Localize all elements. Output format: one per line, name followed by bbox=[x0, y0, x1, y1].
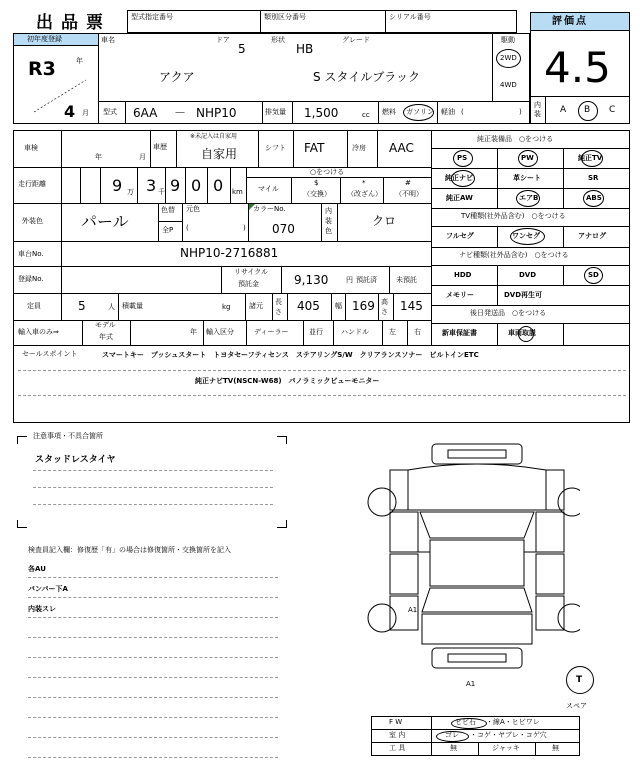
length: 405 bbox=[297, 299, 320, 313]
tv-fullseg: フルセグ bbox=[446, 232, 474, 240]
navi-hdd: HDD bbox=[454, 271, 472, 279]
mileage-digit-2: 3 bbox=[146, 176, 157, 195]
mileage-digit-5: 0 bbox=[213, 176, 224, 195]
chassis-number: NHP10-2716881 bbox=[180, 246, 279, 260]
sales-point-line-1: スマートキー プッシュスタート トヨタセーフティセンス ステアリングS/W クリアランスソナー ビルトインETC bbox=[102, 351, 479, 359]
shift-label: シフト bbox=[265, 144, 286, 152]
mileage-digit-1: 9 bbox=[112, 176, 123, 195]
mileage-label: 走行距離 bbox=[18, 180, 46, 188]
inspector-line-1: 各AU bbox=[28, 565, 46, 573]
displacement: 1,500 bbox=[304, 106, 339, 120]
sales-point-line-2: 純正ナビTV(NSCN-W68) パノラミックビューモニター bbox=[195, 377, 380, 385]
interior-c2: ・コゲ・ヤブレ・コゲ穴 bbox=[470, 731, 547, 739]
drive-2wd: 2WD bbox=[500, 54, 517, 62]
cc-unit: cc bbox=[362, 111, 370, 119]
color-change-label: 色替 bbox=[161, 206, 175, 214]
mileage-digit-3: 9 bbox=[170, 176, 181, 195]
docs-manual: 車両取説 bbox=[508, 329, 536, 337]
shaken-year-unit: 年 bbox=[95, 153, 102, 161]
handle-label: ハンドル bbox=[341, 328, 369, 336]
tv-analog: アナログ bbox=[578, 232, 606, 240]
history-value: 自家用 bbox=[201, 147, 238, 161]
month-unit: 月 bbox=[82, 109, 89, 117]
odo-unknown-symbol: # bbox=[405, 179, 411, 187]
first-registration-label: 初年度登録 bbox=[27, 35, 62, 43]
navi-dvd: DVD bbox=[519, 271, 537, 279]
paren-close: ) bbox=[519, 108, 522, 116]
recycle-label-2: 預託金 bbox=[238, 280, 259, 288]
car-name: アクア bbox=[159, 70, 195, 84]
load-label: 積載量 bbox=[122, 302, 143, 310]
car-damage-diagram bbox=[360, 440, 583, 685]
fw-c1: ヒビ石 bbox=[455, 718, 476, 726]
model-year-label-2: 年式 bbox=[99, 333, 113, 341]
page-title: 出品票 bbox=[36, 13, 111, 33]
equipment-leather: 革シート bbox=[513, 174, 541, 182]
inspector-line-3: 内装スレ bbox=[28, 605, 56, 613]
notes-line-1: スタッドレスタイヤ bbox=[35, 455, 116, 465]
door-count: 5 bbox=[238, 42, 246, 56]
odo-tampered-symbol: * bbox=[362, 179, 366, 187]
import-only-label: 輸入車のみ⇒ bbox=[18, 328, 59, 336]
import-parallel: 並行 bbox=[309, 328, 323, 336]
navi-type-title: ナビ種類(社外品含む) ○をつける bbox=[459, 251, 569, 259]
paren-open: ( bbox=[461, 108, 464, 116]
kg-unit: kg bbox=[222, 303, 231, 311]
door-label: ドア bbox=[216, 36, 230, 44]
chassis-label: 車台No. bbox=[18, 250, 44, 258]
interior-c1: ゴレ bbox=[445, 731, 459, 739]
import-category-label: 輸入区分 bbox=[206, 328, 234, 336]
equipment-sr: SR bbox=[588, 174, 599, 182]
color-no-label: カラーNo. bbox=[253, 205, 286, 213]
odo-unknown: （不明） bbox=[395, 190, 423, 198]
shift-value: FAT bbox=[304, 141, 325, 155]
docs-warranty: 新車保証書 bbox=[442, 329, 477, 337]
odo-tampered: （改ざん） bbox=[347, 190, 382, 198]
exterior-color: パール bbox=[81, 212, 129, 231]
equipment-airbag: エアB bbox=[519, 194, 539, 202]
mileage-circle-note: ○をつける bbox=[310, 168, 345, 176]
interior-grade-c: C bbox=[609, 105, 616, 115]
import-dealer: ディーラー bbox=[254, 328, 289, 336]
year-unit: 年 bbox=[76, 57, 83, 65]
mile-label: マイル bbox=[258, 185, 279, 193]
not-deposited-label: 未預託 bbox=[396, 276, 417, 284]
displacement-label: 排気量 bbox=[265, 108, 286, 116]
equipment-pw: PW bbox=[521, 154, 534, 162]
fuel-type: ガソリン bbox=[406, 108, 434, 116]
exterior-color-label: 外装色 bbox=[22, 217, 43, 225]
history-note: ※未記入は自家用 bbox=[190, 133, 238, 140]
ac-value: AAC bbox=[389, 141, 414, 155]
drive-4wd: 4WD bbox=[500, 81, 517, 89]
model-type-label: 型式 bbox=[103, 108, 117, 116]
model-year-unit: 年 bbox=[190, 328, 197, 336]
equipment-abs: ABS bbox=[586, 194, 602, 202]
all-paint-label: 全P bbox=[162, 226, 174, 234]
diagram-mark-side: A1 bbox=[408, 606, 418, 614]
header-id-row bbox=[127, 10, 517, 33]
interior-grade-b: B bbox=[584, 105, 591, 115]
mileage-sen-unit: 千 bbox=[158, 188, 165, 196]
registration-label: 登録No. bbox=[18, 275, 44, 283]
fuel-label: 燃料 bbox=[382, 108, 396, 116]
notes-title: 注意事項・不具合箇所 bbox=[33, 432, 103, 440]
diagram-mark-rear: A1 bbox=[466, 680, 476, 688]
original-color-paren-close: ) bbox=[243, 224, 246, 232]
navi-memory: メモリー bbox=[446, 291, 474, 299]
capacity-label: 定員 bbox=[27, 302, 41, 310]
color-no: 070 bbox=[272, 222, 295, 236]
interior-color: クロ bbox=[372, 214, 397, 228]
inspector-line-2: バンパー下A bbox=[28, 585, 68, 593]
grade-label: グレード bbox=[342, 36, 370, 44]
model-prefix: 6AA bbox=[133, 106, 158, 120]
length-label: 長さ bbox=[275, 298, 282, 316]
car-grade: S スタイルブラック bbox=[313, 70, 420, 84]
model-no-label: 型式指定番号 bbox=[131, 13, 173, 21]
odo-exchange: （交換） bbox=[303, 190, 331, 198]
tools-c1: 無 bbox=[450, 744, 457, 752]
model-year-label-1: モデル bbox=[95, 321, 116, 329]
ac-label: 冷房 bbox=[352, 144, 366, 152]
tv-oneseg: ワンセグ bbox=[512, 232, 540, 240]
registration-month: 4 bbox=[64, 102, 76, 121]
handle-left: 左 bbox=[389, 328, 396, 336]
navi-dvd-play: DVD再生可 bbox=[504, 291, 543, 299]
mileage-man-unit: 万 bbox=[127, 188, 134, 196]
fw-c2: ・線A・ヒビワレ bbox=[486, 718, 540, 726]
equipment-ps: PS bbox=[457, 154, 468, 162]
interior-grade-label: 内装 bbox=[534, 101, 541, 118]
shaken-label: 車検 bbox=[24, 144, 38, 152]
registration-era: R3 bbox=[28, 58, 56, 80]
yen-unit: 円 bbox=[346, 276, 353, 284]
km-unit: km bbox=[232, 188, 243, 196]
inspector-title: 検査員記入欄：修復歴「有」の場合は修復箇所・交換箇所を記入 bbox=[28, 546, 231, 554]
equipment-navi: 純正ナビ bbox=[445, 174, 473, 182]
history-label: 車歴 bbox=[153, 143, 167, 151]
height-label: 高さ bbox=[381, 298, 388, 316]
interior-row-label: 室 内 bbox=[389, 731, 406, 739]
model-code: NHP10 bbox=[196, 106, 237, 120]
width-label: 幅 bbox=[335, 302, 342, 310]
drive-label: 駆動 bbox=[501, 36, 515, 44]
navi-sd: SD bbox=[588, 271, 599, 279]
handle-right: 右 bbox=[414, 328, 421, 336]
recycle-amount: 9,130 bbox=[294, 273, 329, 287]
mileage-digit-4: 0 bbox=[191, 176, 202, 195]
score-value: 4.5 bbox=[544, 43, 611, 92]
capacity: 5 bbox=[78, 299, 86, 313]
equipment-tv: 純正TV bbox=[578, 154, 603, 162]
recycle-label-1: リサイクル bbox=[234, 268, 269, 276]
serial-label: シリアル番号 bbox=[389, 13, 431, 21]
light-oil-label: 軽油 bbox=[441, 108, 455, 116]
height: 145 bbox=[400, 299, 423, 313]
car-name-label: 車名 bbox=[101, 36, 115, 44]
deposited-label: 預託済 bbox=[356, 276, 377, 284]
odo-exchange-symbol: $ bbox=[314, 179, 319, 187]
spare-label: スペア bbox=[566, 702, 587, 710]
shape-label: 形状 bbox=[271, 36, 285, 44]
dims-label: 諸元 bbox=[249, 302, 263, 310]
fw-label: F W bbox=[389, 718, 403, 726]
interior-grade-a: A bbox=[560, 105, 567, 115]
interior-color-label: 内装色 bbox=[325, 207, 332, 235]
original-color-label: 元色 bbox=[186, 205, 200, 213]
tv-type-title: TV種類(社外品含む) ○をつける bbox=[461, 212, 566, 220]
shaken-month-unit: 月 bbox=[139, 153, 146, 161]
equipment-title: 純正装備品 ○をつける bbox=[477, 135, 554, 143]
tools-c3: 無 bbox=[552, 744, 559, 752]
sales-point-label: セールスポイント bbox=[22, 350, 78, 358]
tools-label: 工 具 bbox=[389, 744, 406, 752]
body-shape: HB bbox=[296, 42, 314, 56]
equipment-aw: 純正AW bbox=[446, 194, 473, 202]
person-unit: 人 bbox=[108, 303, 115, 311]
spare-tire-mark: T bbox=[576, 675, 583, 685]
score-label: 評価点 bbox=[552, 16, 588, 27]
docs-title: 後日発送品 ○をつける bbox=[470, 309, 547, 317]
model-dash: － bbox=[174, 106, 187, 120]
tools-jack: ジャッキ bbox=[492, 744, 520, 752]
width: 169 bbox=[352, 299, 375, 313]
original-color-paren-open: ( bbox=[186, 224, 189, 232]
class-no-label: 類別区分番号 bbox=[264, 13, 306, 21]
